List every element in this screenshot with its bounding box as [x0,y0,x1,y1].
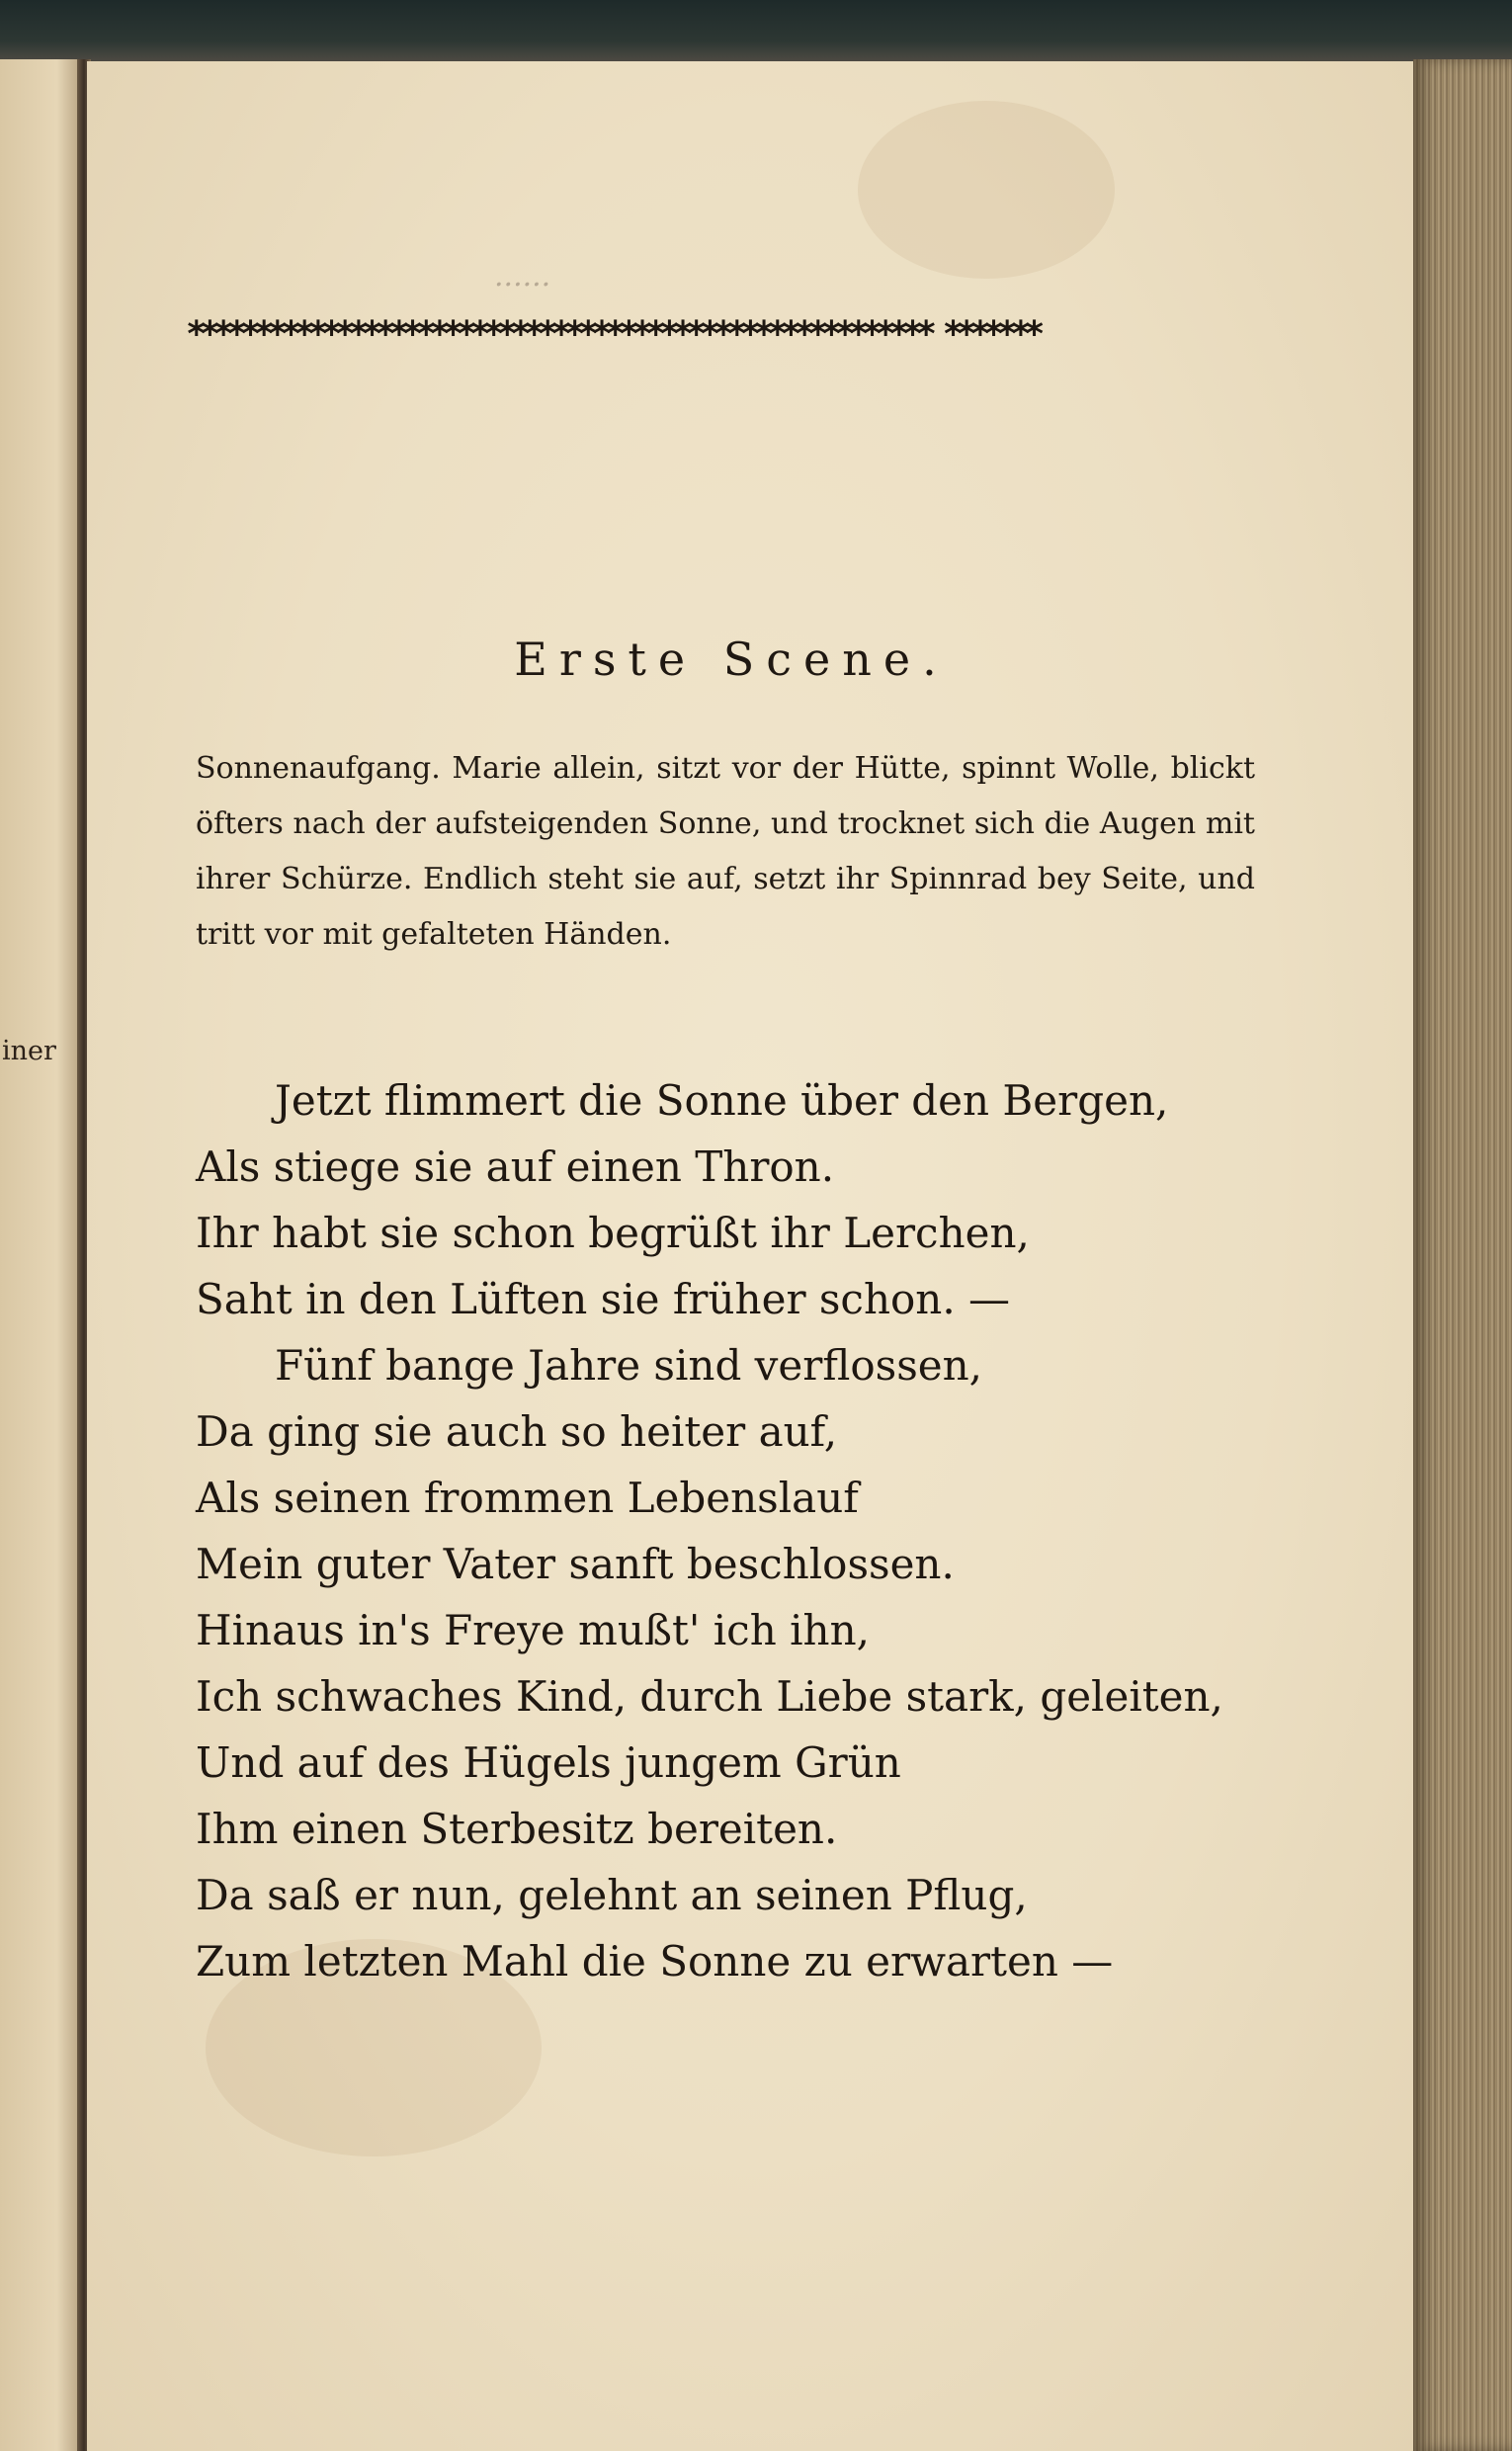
book-cover-board [0,0,1512,69]
pencil-annotation: ...... [494,259,551,294]
verse-line: Saht in den Lüften sie früher schon. — [196,1275,1011,1323]
verse-line: Da saß er nun, gelehnt an seinen Pflug, [196,1871,1028,1919]
verse-line: Fünf bange Jahre sind verflossen, [275,1341,983,1390]
verse-line: Hinaus in's Freye mußt' ich ihn, [196,1606,870,1654]
verse-line: Ich schwaches Kind, durch Liebe stark, geleiten, [196,1672,1223,1721]
verse-line: Als seinen frommen Lebenslauf [196,1474,859,1522]
verse-line: Zum letzten Mahl die Sonne zu erwarten — [196,1937,1114,1986]
left-page-edge [0,59,81,2451]
verse-line: Ihr habt sie schon begrüßt ihr Lerchen, [196,1209,1030,1257]
verse-line: Ihm einen Sterbesitz bereiten. [196,1805,838,1853]
paper-stain [858,101,1115,279]
verse-line: Als stiege sie auf einen Thron. [196,1142,835,1191]
verse-line: Und auf des Hügels jungem Grün [196,1738,901,1787]
left-page-text-fragment: iner [2,1036,56,1066]
verse-line: Mein guter Vater sanft beschlossen. [196,1540,955,1588]
scene-title: Erste Scene. [514,633,949,686]
ornament-rule: ******************************************************* ******* [186,314,1038,355]
verse-block [196,1067,1293,1994]
verse-line: Jetzt flimmert die Sonne über den Bergen, [275,1076,1169,1125]
page-block-edge [1413,59,1512,2451]
verse-line: Da ging sie auch so heiter auf, [196,1407,838,1456]
stage-direction: Sonnenaufgang. Marie allein, sitzt vor der Hütte, spinnt Wolle, blickt öfters nach der aufsteigenden Sonne, und trocknet sich die Augen mit ihrer Schürze. Endlich steht sie auf, setzt ihr Spinnrad bey Seite, und tritt vor mit gefalteten Händen. [196,751,1255,952]
